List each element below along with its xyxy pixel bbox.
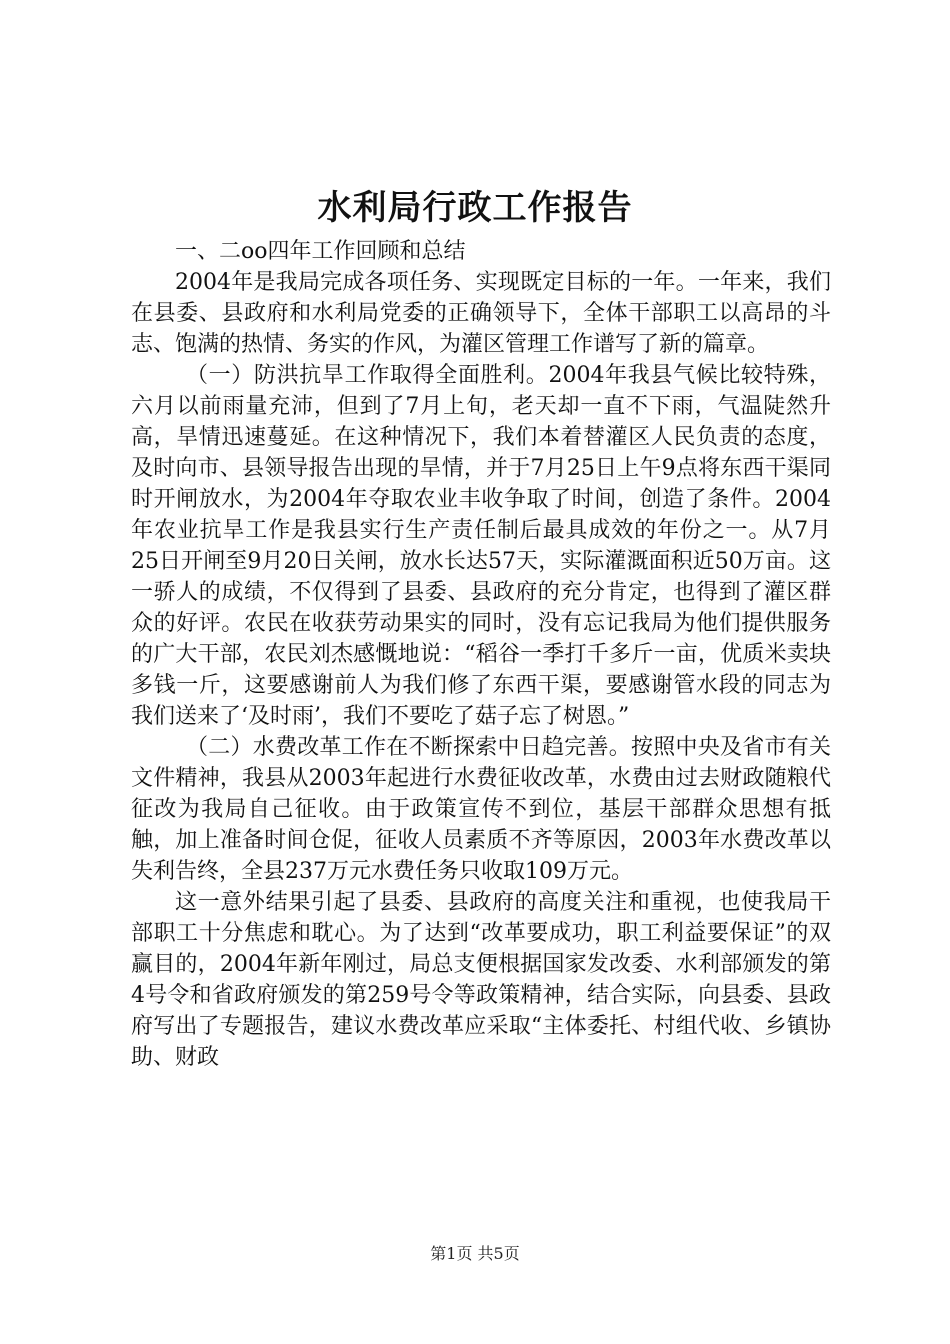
body-paragraph: 这一意外结果引起了县委、县政府的高度关注和重视，也使我局干部职工十分焦虑和耽心。为了达到“改革要成功，职工利益要保证”的双赢目的，2004年新年刚过，局总支便根据国家发改委、水利部颁发的第4号令和省政府颁发的第259号令等政策精神，结合实际，向县委、县政府写出了专题报告，建议水费改革应采取“主体委托、村组代收、乡镇协助、财政 <box>131 890 831 1070</box>
section-heading: 一、二oo四年工作回顾和总结 <box>175 239 466 264</box>
page-number-footer: 第1页 共5页 <box>430 1244 520 1263</box>
document-title: 水利局行政工作报告 <box>317 188 633 228</box>
document-body <box>131 236 831 1073</box>
body-paragraph: （二）水费改革工作在不断探索中日趋完善。按照中央及省市有关文件精神，我县从2003年起进行水费征收改革，水费由过去财政随粮代征改为我局自己征收。由于政策宣传不到位，基层干部群众思想有抵触，加上准备时间仓促，征收人员素质不齐等原因，2003年水费改革以失利告终，全县237万元水费任务只收取109万元。 <box>131 735 831 884</box>
body-paragraph: 2004年是我局完成各项任务、实现既定目标的一年。一年来，我们在县委、县政府和水利局党委的正确领导下，全体干部职工以高昂的斗志、饱满的热情、务实的作风，为灌区管理工作谱写了新的篇章。 <box>131 270 831 357</box>
body-paragraph: （一）防洪抗旱工作取得全面胜利。2004年我县气候比较特殊，六月以前雨量充沛，但到了7月上旬，老天却一直不下雨，气温陡然升高，旱情迅速蔓延。在这种情况下，我们本着替灌区人民负责的态度，及时向市、县领导报告出现的旱情，并于7月25日上午9点将东西干渠同时开闸放水，为2004年夺取农业丰收争取了时间，创造了条件。2004年农业抗旱工作是我县实行生产责任制后最具成效的年份之一。从7月25日开闸至9月20日关闸，放水长达57天，实际灌溉面积近50万亩。这一骄人的成绩，不仅得到了县委、县政府的充分肯定，也得到了灌区群众的好评。农民在收获劳动果实的同时，没有忘记我局为他们提供服务的广大干部，农民刘杰感慨地说：“稻谷一季打千多斤一亩，优质米卖块多钱一斤，这要感谢前人为我们修了东西干渠，要感谢管水段的同志为我们送来了‘及时雨’，我们不要吃了菇子忘了树恩。” <box>131 363 831 729</box>
